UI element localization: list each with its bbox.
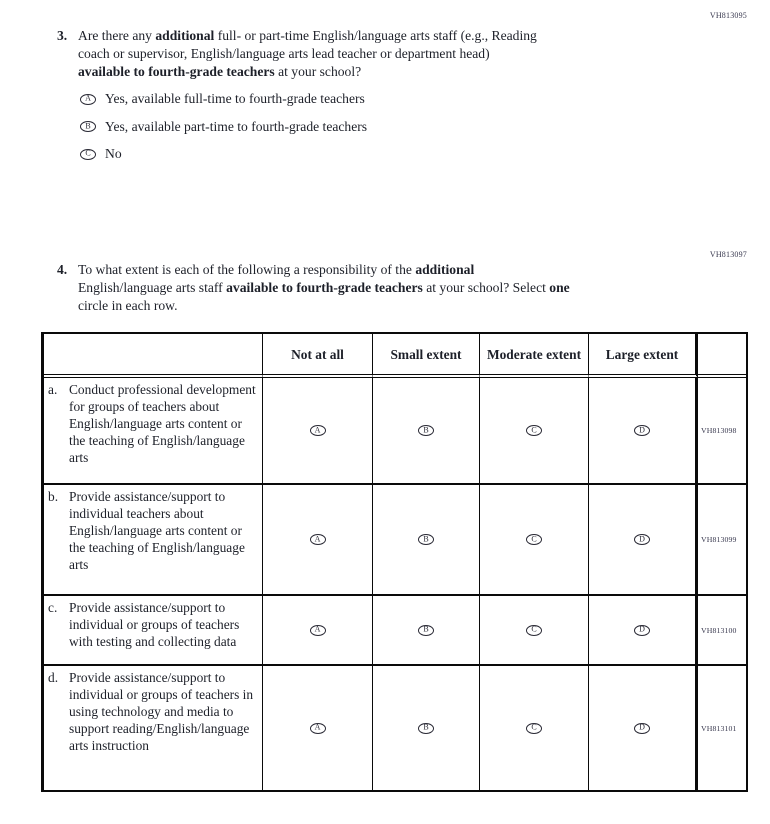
answer-option-a — [80, 90, 367, 108]
row-b-cell-moderate-extent — [480, 485, 589, 596]
question-3 — [57, 27, 677, 81]
bubble-letter: A — [314, 722, 321, 732]
bubble-letter: A — [314, 425, 321, 434]
row-b-bubble-c-icon[interactable] — [526, 534, 542, 545]
row-a-letter: a. — [48, 382, 58, 397]
header-not-at-all: Not at all — [263, 334, 373, 378]
bubble-letter: D — [639, 534, 645, 543]
row-c-letter: c. — [48, 600, 58, 615]
question-4-code-label: VH813097 — [709, 250, 747, 259]
answer-option-b-label: Yes, available part-time to fourth-grade teachers — [105, 118, 368, 134]
radio-bubble-c-icon[interactable] — [80, 149, 96, 160]
bubble-letter: B — [85, 121, 91, 130]
row-a-cell-not-at-all — [263, 378, 373, 485]
bubble-letter: B — [423, 722, 429, 732]
bubble-letter: D — [639, 722, 645, 732]
row-a-bubble-c-icon[interactable] — [526, 425, 542, 436]
row-c-code: VH813100 — [698, 596, 746, 666]
row-c-bubble-d-icon[interactable] — [634, 625, 650, 636]
bubble-letter: C — [85, 148, 91, 158]
row-b-cell-large-extent — [589, 485, 698, 596]
header-moderate-extent: Moderate extent — [480, 334, 589, 378]
row-b-text: Provide assistance/support to individual teachers about English/language arts content or the teaching of English/language arts — [69, 489, 245, 572]
row-a-bubble-a-icon[interactable] — [310, 425, 326, 436]
radio-bubble-b-icon[interactable] — [80, 121, 96, 132]
answer-option-a-label: Yes, available full-time to fourth-grade teachers — [105, 91, 365, 106]
question-3-number: 3. — [57, 28, 68, 43]
header-blank — [44, 334, 263, 378]
bubble-letter: A — [314, 624, 321, 634]
question-4-text: To what extent is each of the following a responsibility of the additional English/language arts staff available to fourth-grade teachers at your school? Select one circle in each row. — [78, 262, 570, 313]
row-c-cell-small-extent — [373, 596, 480, 666]
row-a-cell-moderate-extent — [480, 378, 589, 485]
row-c-text: Provide assistance/support to individual or groups of teachers with testing and collecting data — [69, 600, 240, 649]
row-a-cell-large-extent — [589, 378, 698, 485]
row-d-cell-moderate-extent — [480, 666, 589, 790]
row-c-bubble-b-icon[interactable] — [418, 625, 434, 636]
row-d-label — [44, 666, 263, 790]
header-small-extent: Small extent — [373, 334, 480, 378]
bubble-letter: B — [423, 624, 429, 634]
bubble-letter: C — [531, 624, 537, 634]
answer-option-b — [80, 118, 367, 136]
row-a-cell-small-extent — [373, 378, 480, 485]
answer-option-c — [80, 145, 367, 163]
row-d-bubble-b-icon[interactable] — [418, 723, 434, 734]
row-d-cell-not-at-all — [263, 666, 373, 790]
responsibility-table — [41, 332, 748, 792]
bubble-letter: C — [531, 534, 537, 543]
bubble-letter: A — [85, 93, 91, 103]
row-b-bubble-d-icon[interactable] — [634, 534, 650, 545]
row-a-text: Conduct professional development for groups of teachers about English/language arts content or the teaching of English/language arts — [69, 382, 256, 465]
row-a-bubble-d-icon[interactable] — [634, 425, 650, 436]
bubble-letter: D — [639, 624, 645, 634]
row-b-letter: b. — [48, 489, 59, 504]
row-d-cell-small-extent — [373, 666, 480, 790]
row-d-bubble-a-icon[interactable] — [310, 723, 326, 734]
question-4 — [57, 261, 697, 315]
bubble-letter: B — [423, 534, 429, 543]
row-b-label — [44, 485, 263, 596]
row-a-bubble-b-icon[interactable] — [418, 425, 434, 436]
question-3-text: Are there any additional full- or part-time English/language arts staff (e.g., Reading coach or supervisor, English/language arts lead teacher or department head) available to fourth-grade teachers at your school? — [78, 28, 537, 79]
bubble-letter: B — [423, 425, 429, 434]
question-3-code-label: VH813095 — [709, 11, 747, 20]
row-a-label — [44, 378, 263, 485]
answer-option-c-label: No — [105, 146, 122, 161]
radio-bubble-a-icon[interactable] — [80, 94, 96, 105]
question-4-number: 4. — [57, 262, 68, 277]
row-c-bubble-a-icon[interactable] — [310, 625, 326, 636]
row-c-cell-not-at-all — [263, 596, 373, 666]
row-c-label — [44, 596, 263, 666]
row-d-bubble-d-icon[interactable] — [634, 723, 650, 734]
header-code-blank — [698, 334, 746, 378]
row-b-bubble-a-icon[interactable] — [310, 534, 326, 545]
row-c-cell-moderate-extent — [480, 596, 589, 666]
row-d-bubble-c-icon[interactable] — [526, 723, 542, 734]
bubble-letter: C — [531, 425, 537, 434]
question-3-options — [80, 90, 367, 173]
row-b-bubble-b-icon[interactable] — [418, 534, 434, 545]
bubble-letter: C — [531, 722, 537, 732]
row-a-code: VH813098 — [698, 378, 746, 485]
row-d-code: VH813101 — [698, 666, 746, 790]
bubble-letter: D — [639, 425, 645, 434]
row-b-code: VH813099 — [698, 485, 746, 596]
row-d-text: Provide assistance/support to individual or groups of teachers in using technology and media to support reading/English/language arts instruction — [69, 670, 254, 753]
row-d-letter: d. — [48, 670, 59, 685]
row-d-cell-large-extent — [589, 666, 698, 790]
row-b-cell-small-extent — [373, 485, 480, 596]
bubble-letter: A — [314, 534, 321, 543]
row-c-bubble-c-icon[interactable] — [526, 625, 542, 636]
header-large-extent: Large extent — [589, 334, 698, 378]
row-b-cell-not-at-all — [263, 485, 373, 596]
row-c-cell-large-extent — [589, 596, 698, 666]
